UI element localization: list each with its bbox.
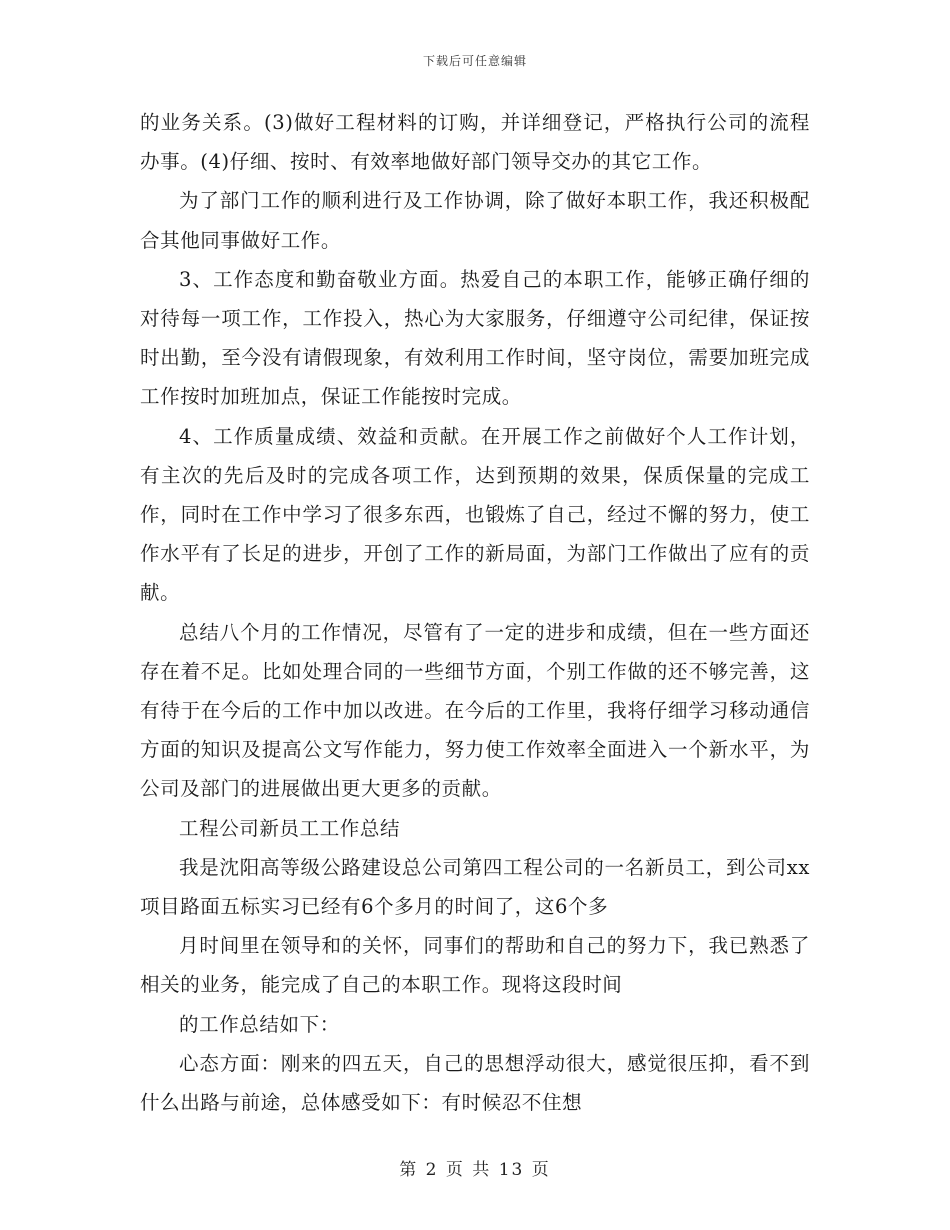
paragraph: 3、工作态度和勤奋敬业方面。热爱自己的本职工作，能够正确仔细的对待每一项工作，工作投入，热心为大家服务，仔细遵守公司纪律，保证按时出勤，至今没有请假现象，有效利用工作时间，坚守岗位，需要加班完成工作按时加班加点，保证工作能按时完成。 [140,267,810,409]
section-heading: 工程公司新员工工作总结 [179,816,401,840]
paragraph: 的工作总结如下： [179,1012,340,1036]
document-body [140,103,810,1122]
page-header: 下载后可任意编辑 [422,54,527,68]
page-number: 第 2 页 共 13 页 [399,1160,551,1180]
paragraph: 月时间里在领导和的关怀，同事们的帮助和自己的努力下，我已熟悉了相关的业务，能完成了自己的本职工作。现将这段时间 [140,934,810,997]
paragraph: 的业务关系。(3)做好工程材料的订购，并详细登记，严格执行公司的流程办事。(4)仔细、按时、有效率地做好部门领导交办的其它工作。 [140,111,810,174]
paragraph: 总结八个月的工作情况，尽管有了一定的进步和成绩，但在一些方面还存在着不足。比如处理合同的一些细节方面，个别工作做的还不够完善，这有待于在今后的工作中加以改进。在今后的工作里，我将仔细学习移动通信方面的知识及提高公文写作能力，努力使工作效率全面进入一个新水平，为公司及部门的进展做出更大更多的贡献。 [140,620,810,801]
paragraph: 4、工作质量成绩、效益和贡献。在开展工作之前做好个人工作计划，有主次的先后及时的完成各项工作，达到预期的效果，保质保量的完成工作，同时在工作中学习了很多东西，也锻炼了自己，经过不懈的努力，使工作水平有了长足的进步，开创了工作的新局面，为部门工作做出了应有的贡献。 [140,424,810,605]
paragraph: 我是沈阳高等级公路建设总公司第四工程公司的一名新员工，到公司xx项目路面五标实习已经有6个多月的时间了，这6个多 [140,855,810,919]
paragraph: 心态方面：刚来的四五天，自己的思想浮动很大，感觉很压抑，看不到什么出路与前途，总体感受如下：有时候忍不住想 [140,1051,810,1115]
paragraph: 为了部门工作的顺利进行及工作协调，除了做好本职工作，我还积极配合其他同事做好工作。 [140,189,810,252]
